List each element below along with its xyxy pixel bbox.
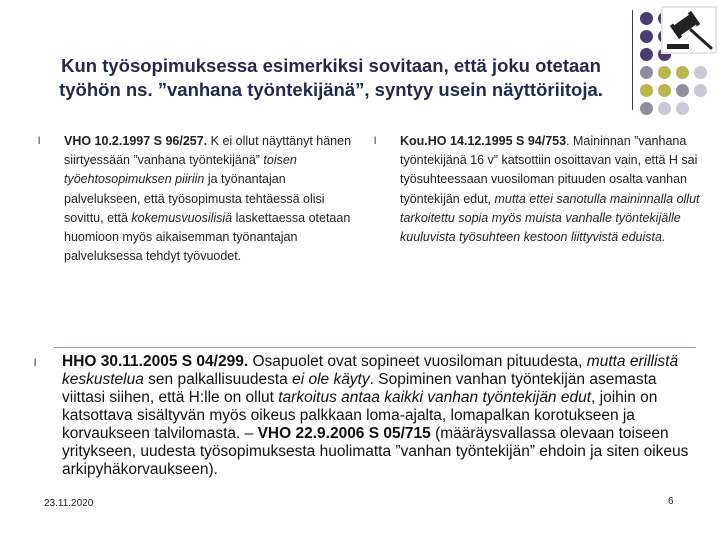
dot <box>640 48 653 61</box>
bullet-icon: l <box>34 358 37 369</box>
bullet-text-emphasis: ei ole käyty <box>292 371 370 388</box>
bullet-text: sen palkallisuudesta <box>143 371 293 388</box>
case-reference: VHO 22.9.2006 S 05/715 <box>257 425 431 442</box>
dot <box>676 102 689 115</box>
title-line-1: Kun työsopimuksessa esimerkiksi sovitaan, että joku otetaan <box>61 55 601 76</box>
case-reference: Kou.HO 14.12.1995 S 94/753 <box>400 134 567 148</box>
dot <box>640 84 653 97</box>
bullet-icon: l <box>374 136 377 147</box>
dot <box>640 12 653 25</box>
dot <box>658 84 671 97</box>
dot <box>640 30 653 43</box>
bullet-text: . Sopiminen vanhan työntekijän asemasta viittasi siihen, että H:lle on ollut <box>62 371 657 406</box>
title-line-2: työhön ns. ”vanhana työntekijänä”, syntyy usein näyttöriitoja. <box>59 79 603 100</box>
bullet-text-emphasis: mutta erillistä keskustelua <box>62 353 679 388</box>
dot <box>676 84 689 97</box>
slide-title <box>26 54 636 102</box>
bullet-text: Osapuolet ovat sopineet vuosiloman pituudesta, <box>248 353 587 370</box>
bullet-text: laskettaessa otetaan huomioon myös aikaisemman työnantajan palveluksessa tehdyt työvuodet. <box>64 210 351 264</box>
footer-date: 23.11.2020 <box>44 498 94 509</box>
dot <box>658 102 671 115</box>
divider <box>54 347 696 348</box>
dot <box>658 66 671 79</box>
decorative-divider <box>632 10 633 110</box>
dot <box>694 84 707 97</box>
bullet-text: K ei ollut näyttänyt hänen siirtyessään ”vanhana työntekijänä” <box>64 134 352 168</box>
gavel-icon <box>661 6 717 54</box>
bullet-text: . Maininnan ”vanhana työntekijänä 16 v” katsottiin osoittavan vain, että H sai työsuhteessaan vuosiloman pituuden osalta vanhan työntekijän edut, <box>400 134 698 206</box>
dot <box>694 66 707 79</box>
left-bullet <box>38 132 364 266</box>
bullet-text-emphasis: tarkoitus antaa kaikki vanhan työntekijän edut <box>278 389 592 406</box>
wide-bullet <box>34 353 692 479</box>
right-bullet <box>374 132 700 247</box>
page-number: 6 <box>668 496 674 507</box>
case-reference: HHO 30.11.2005 S 04/299. <box>62 353 249 370</box>
bullet-text-emphasis: mutta ettei sanotulla maininnalla ollut tarkoitettu sopia myös muista vanhalle työntekijälle kuuluvista työsuhteen kestoon liittyvistä eduista. <box>400 191 700 245</box>
bullet-text-emphasis: toisen työehtosopimuksen piiriin <box>64 153 297 187</box>
dot <box>676 66 689 79</box>
dot <box>640 102 653 115</box>
bullet-text-emphasis: kokemusvuosilisiä <box>131 210 233 225</box>
bullet-icon: l <box>38 136 41 147</box>
dot <box>640 66 653 79</box>
bullet-text: (määräysvallassa olevaan toiseen yritykseen, uudesta työsopimuksesta huolimatta ”vanhan työntekijän” ehdoin ja siten oikeus arkipyhäkorvaukseen). <box>62 425 689 478</box>
bullet-text: ja työnantajan palvelukseen, että työsopimusta tehtäessä olisi sovittu, että <box>64 172 325 225</box>
case-reference: VHO 10.2.1997 S 96/257. <box>64 134 208 148</box>
bullet-text: , joihin on katsottava sisältyvän myös oikeus palkkaan loma-ajalta, lomapalkan korotukseen ja korvaukseen talvilomasta. – <box>62 389 658 442</box>
